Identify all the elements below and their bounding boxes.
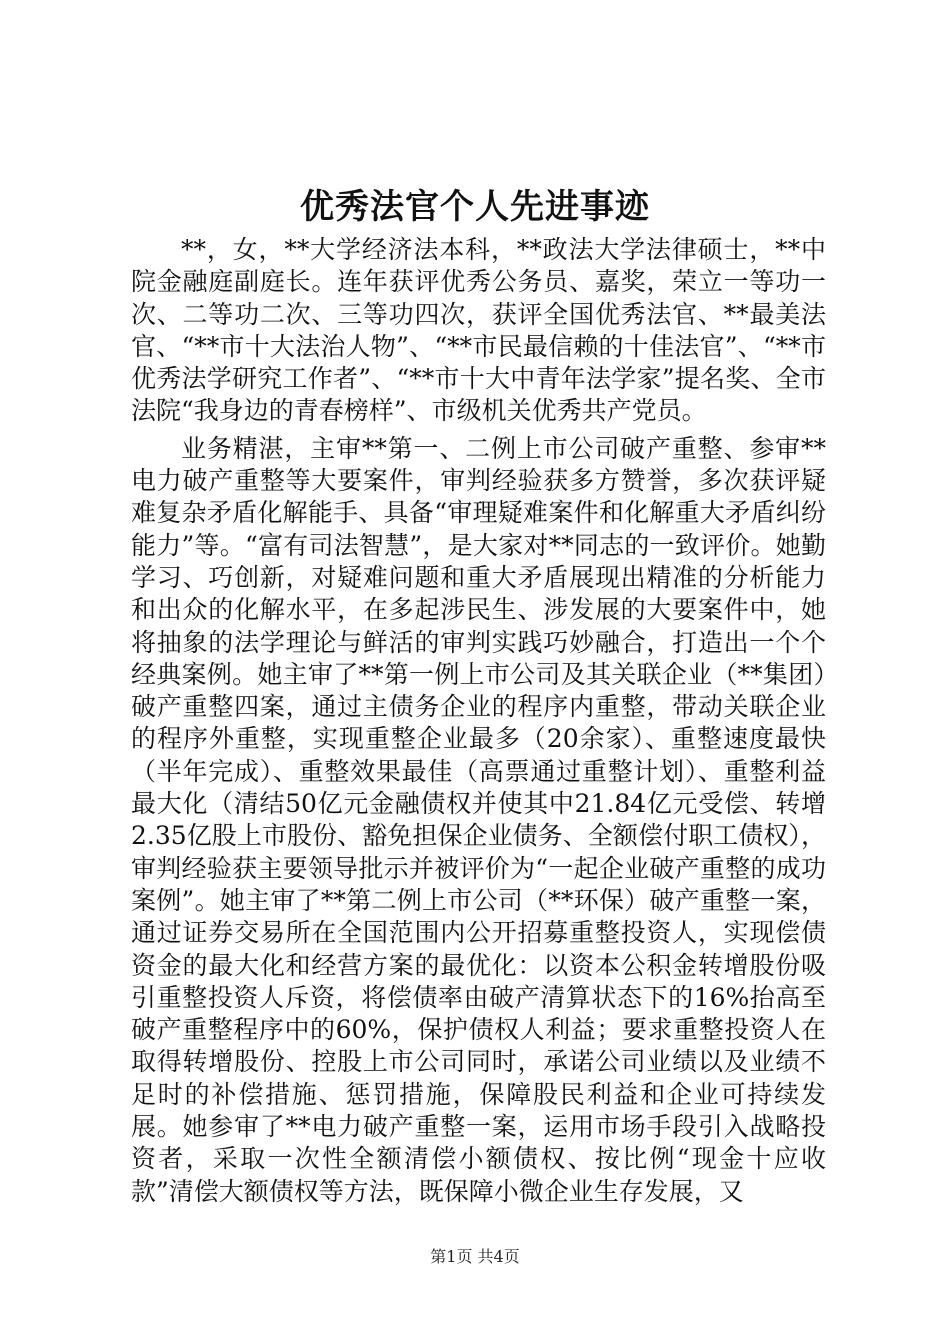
paragraph-2: 业务精湛，主审**第一、二例上市公司破产重整、参审**电力破产重整等大要案件，审判经验获多方赞誉，多次获评疑难复杂矛盾化解能手、具备“审理疑难案件和化解重大矛盾纠纷能力”等。“富有司法智慧”，是大家对**同志的一致评价。她勤学习、巧创新，对疑难问题和重大矛盾展现出精准的分析能力和出众的化解水平，在多起涉民生、涉发展的大要案件中，她将抽象的法学理论与鲜活的审判实践巧妙融合，打造出一个个经典案例。她主审了**第一例上市公司及其关联企业（**集团）破产重整四案，通过主债务企业的程序内重整，带动关联企业的程序外重整，实现重整企业最多（20余家）、重整速度最快（半年完成）、重整效果最佳（高票通过重整计划）、重整利益最大化（清结50亿元金融债权并使其中21.84亿元受偿、转增2.35亿股上市股份、豁免担保企业债务、全额偿付职工债权），审判经验获主要领导批示并被评价为“一起企业破产重整的成功案例”。她主审了**第二例上市公司（**环保）破产重整一案，通过证券交易所在全国范围内公开招募重整投资人，实现偿债资金的最大化和经营方案的最优化：以资本公积金转增股份吸引重整投资人斥资，将偿债率由破产清算状态下的16%抬高至破产重整程序中的60%，保护债权人利益；要求重整投资人在取得转增股份、控股上市公司同时，承诺公司业绩以及业绩不足时的补偿措施、惩罚措施，保障股民利益和企业可持续发展。她参审了**电力破产重整一案，运用市场手段引入战略投资者，采取一次性全额清偿小额债权、按比例“现金十应收款”清偿大额债权等方法，既保障小微企业生存发展，又 xyxy=(131,433,826,1206)
document-body xyxy=(131,234,826,1213)
document-title: 优秀法官个人先进事迹 xyxy=(300,187,650,227)
page-number-footer: 第1页 共4页 xyxy=(430,1247,520,1266)
paragraph-1: **，女，**大学经济法本科，**政法大学法律硕士，**中院金融庭副庭长。连年获评优秀公务员、嘉奖，荣立一等功一次、二等功二次、三等功四次，获评全国优秀法官、**最美法官、“**市十大法治人物”、“**市民最信赖的十佳法官”、“**市优秀法学研究工作者”、“**市十大中青年法学家”提名奖、全市法院“我身边的青春榜样”、市级机关优秀共产党员。 xyxy=(131,235,826,426)
